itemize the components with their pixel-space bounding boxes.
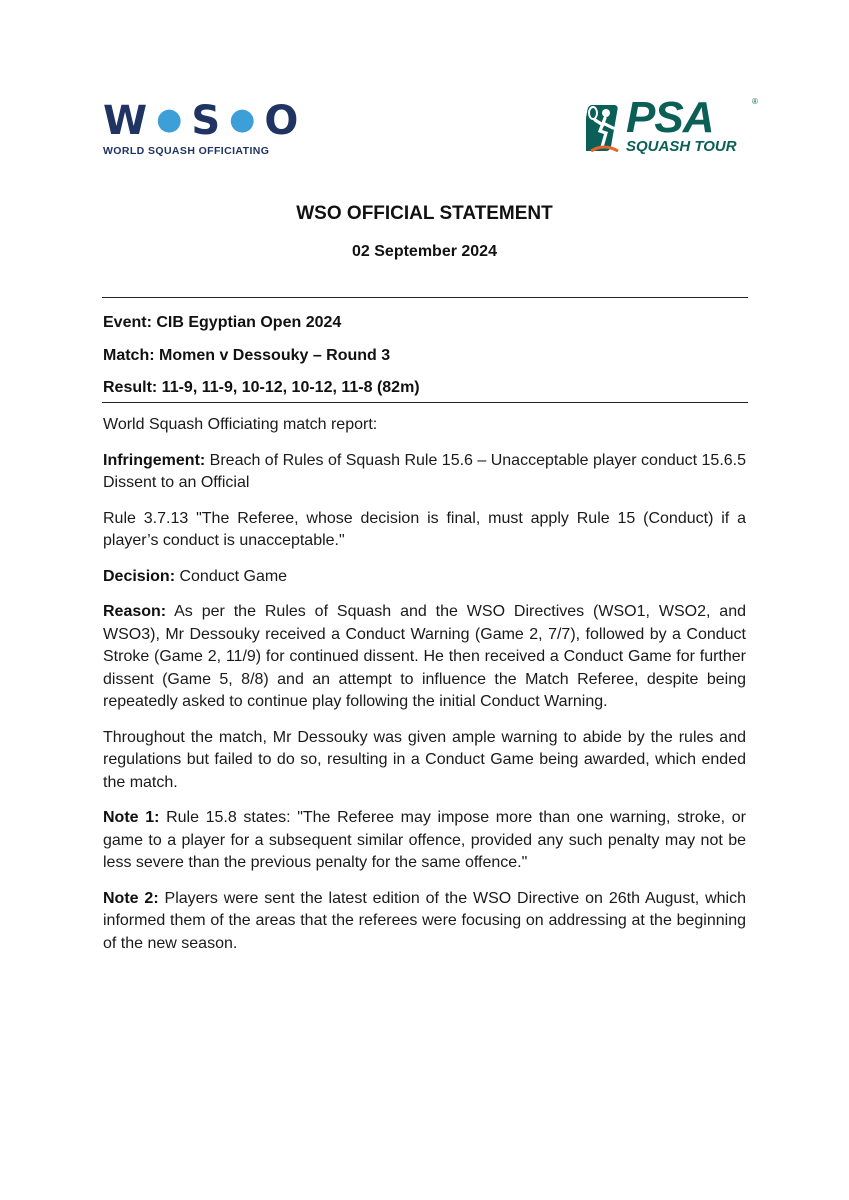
event-line: Event: CIB Egyptian Open 2024 [103,314,342,331]
match-line: Match: Momen v Dessouky – Round 3 [103,347,391,364]
infringement-text: Breach of Rules of Squash Rule 15.6 – Unacceptable player conduct 15.6.5 Dissent to an Official [103,451,747,491]
report-intro: World Squash Officiating match report: [103,416,378,433]
wso-wordmark: W ● S ● O [103,98,300,144]
wso-logo-subtitle: WORLD SQUASH OFFICIATING [103,145,270,157]
rule-quote-paragraph: Rule 3.7.13 "The Referee, whose decision is final, must apply Rule 15 (Conduct) if a player’s conduct is unacceptable." [103,509,746,549]
throughout-paragraph: Throughout the match, Mr Dessouky was given ample warning to abide by the rules and regulations but failed to do so, resulting in a Conduct Game being awarded, which ended the match. [103,728,746,791]
psa-wordmark: PSA [626,93,714,142]
infringement-label: Infringement: [103,451,206,469]
wso-logo [103,98,300,160]
report-body [103,414,746,968]
decision-text: Conduct Game [175,567,288,585]
reason-paragraph [103,601,746,714]
statement-date: 02 September 2024 [352,243,497,260]
reason-label: Reason: [103,603,167,620]
decision-label: Decision: [103,567,176,585]
wso-dot-icon: ● [229,102,257,137]
divider-bottom [102,402,748,403]
note-1-paragraph [103,807,746,875]
divider-top [102,297,748,298]
note-2-text: Players were sent the latest edition of the WSO Directive on 26th August, which informed them of the areas that the referees were focusing on addressing at the beginning of the new season. [103,889,746,952]
squash-player-icon [586,101,628,157]
psa-logo-subtitle: SQUASH TOUR [626,138,737,155]
statement-title: WSO OFFICIAL STATEMENT [296,203,553,224]
result-line: Result: 11-9, 11-9, 10-12, 10-12, 11-8 (82m) [103,379,420,396]
infringement-paragraph [103,450,746,495]
registered-mark: ® [752,97,758,106]
reason-text: As per the Rules of Squash and the WSO Directives (WSO1, WSO2, and WSO3), Mr Dessouky received a Conduct Warning (Game 2, 7/7), followed by a Conduct Stroke (Game 2, 11/9) for continued dissent. He then received a Conduct Game for further dissent (Game 5, 8/8) and an attempt to influence the Match Referee, despite being repeatedly asked to continue play following the initial Conduct Warning. [103,603,746,710]
note-1-label: Note 1: [103,809,160,826]
note-2-paragraph [103,888,746,956]
decision-paragraph [103,566,746,589]
psa-logo [586,93,761,159]
note-1-text: Rule 15.8 states: "The Referee may impose more than one warning, stroke, or game to a player for a subsequent similar offence, provided any such penalty may not be less severe than the previous penalty for the same offence." [103,809,747,871]
note-2-label: Note 2: [103,889,159,907]
wso-dot-icon: ● [156,102,184,137]
